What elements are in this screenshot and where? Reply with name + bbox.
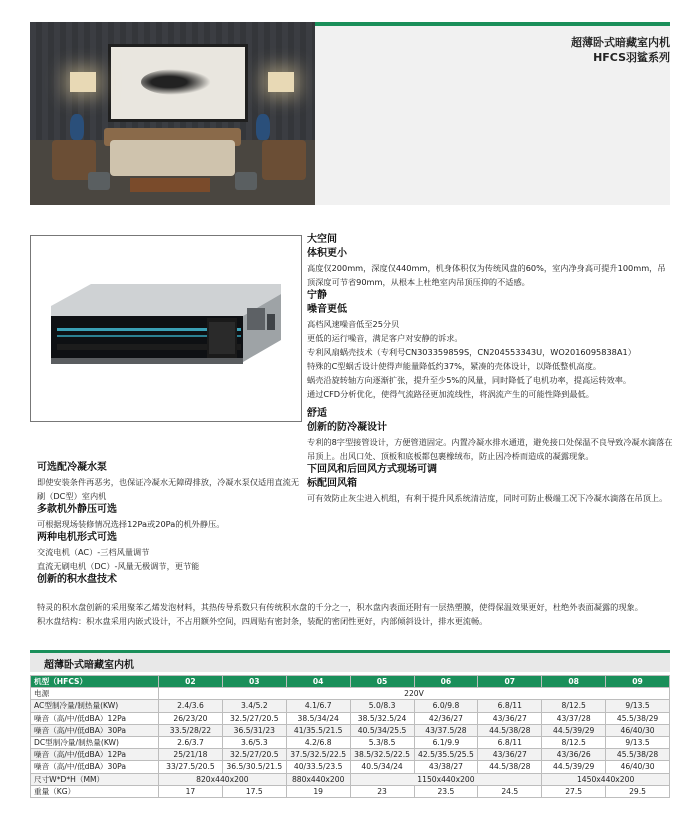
paragraph: 蜗壳沿旋转轴方向逐渐扩张，提升至少5%的风量，同时降低了电机功率，提高运转效率。 — [307, 375, 632, 385]
table-cell: 33.5/28/22 — [159, 724, 223, 736]
table-cell: 噪音（高/中/低dBA）12Pa — [31, 749, 159, 761]
table-cell: 43/36/27 — [478, 749, 542, 761]
table-cell: 29.5 — [606, 785, 670, 797]
table-cell: 3.4/5.2 — [222, 700, 286, 712]
table-cell: 4.1/6.7 — [286, 700, 350, 712]
table-row — [31, 785, 670, 797]
wall-painting — [108, 44, 248, 122]
table-cell: 45.5/38/29 — [606, 712, 670, 724]
paragraph: 即使安装条件再恶劣，也保证冷凝水无障碍排放，冷凝水泵仅适用直流无刷（DC型）室内机 — [37, 477, 300, 501]
spec-table — [30, 675, 670, 798]
table-cell: 25/21/18 — [159, 749, 223, 761]
feature-column-left — [37, 461, 305, 587]
table-cell: 23 — [350, 785, 414, 797]
subheading: 标配回风箱 — [307, 478, 357, 489]
armchair — [262, 140, 306, 180]
table-cell: AC型制冷量/制热量(KW) — [31, 700, 159, 712]
table-cell: 6.8/11 — [478, 736, 542, 748]
table-header-cell: 02 — [159, 676, 223, 688]
subheading: 噪音更低 — [307, 304, 347, 315]
paragraph: 专利风扇蜗壳技术（专利号CN303359859S，CN204553343U，WO2016095838A1） — [307, 347, 636, 357]
table-cell: 33/27.5/20.5 — [159, 761, 223, 773]
subheading: 下回风和后回风方式现场可调 — [307, 464, 437, 475]
paragraph: 高档风速噪音低至25分贝 — [307, 319, 400, 329]
table-cell: 38.5/32.5/22.5 — [350, 749, 414, 761]
table-cell: 820x440x200 — [159, 773, 287, 785]
table-row — [31, 700, 670, 712]
product-title: 超薄卧式暗藏室内机 — [571, 36, 670, 49]
table-row — [31, 688, 670, 700]
table-header-cell: 09 — [606, 676, 670, 688]
table-cell: 40/33.5/23.5 — [286, 761, 350, 773]
feature-column-right — [307, 233, 673, 505]
heading: 创新的积水盘技术 — [37, 574, 117, 585]
table-cell: 44.5/38/28 — [478, 761, 542, 773]
paragraph: 高度仅200mm，深度仅440mm，机身体积仅为传统风盘的60%，室内净身高可提升100mm，吊顶深度可节省90mm，从根本上杜绝室内吊顶压抑的不适感。 — [307, 263, 666, 287]
table-header-cell: 06 — [414, 676, 478, 688]
sofa — [110, 140, 235, 176]
heading: 两种电机形式可选 — [37, 532, 117, 543]
table-cell: 27.5 — [542, 785, 606, 797]
table-cell: 8/12.5 — [542, 700, 606, 712]
paragraph: 可有效防止灰尘进入机组，有利于提升风系统清洁度，同时可防止极端工况下冷凝水滴落在吊顶上。 — [307, 493, 668, 503]
table-cell: 1150x440x200 — [350, 773, 542, 785]
coffee-table — [130, 178, 210, 192]
table-header-cell: 04 — [286, 676, 350, 688]
heading: 舒适 — [307, 408, 327, 419]
table-cell: 17 — [159, 785, 223, 797]
table-cell: 43/38/27 — [414, 761, 478, 773]
wall-lamp — [70, 72, 96, 92]
table-cell: 220V — [159, 688, 670, 700]
table-cell: 噪音（高/中/低dBA）30Pa — [31, 724, 159, 736]
table-cell: 40.5/34/24 — [350, 761, 414, 773]
table-cell: 37.5/32.5/22.5 — [286, 749, 350, 761]
table-cell: 46/40/30 — [606, 761, 670, 773]
table-cell: 24.5 — [478, 785, 542, 797]
paragraph: 交流电机（AC）-三档风量调节 — [37, 547, 150, 557]
table-cell: 重量（KG） — [31, 785, 159, 797]
heading: 宁静 — [307, 290, 327, 301]
table-cell: 6.8/11 — [478, 700, 542, 712]
table-cell: 42/36/27 — [414, 712, 478, 724]
table-header-cell: 03 — [222, 676, 286, 688]
table-cell: 42.5/35.5/25.5 — [414, 749, 478, 761]
heading: 可选配冷凝水泵 — [37, 462, 107, 473]
table-cell: 43/36/27 — [478, 712, 542, 724]
table-cell: DC型制冷量/制热量(KW) — [31, 736, 159, 748]
table-cell: 43/37/28 — [542, 712, 606, 724]
table-cell: 23.5 — [414, 785, 478, 797]
table-cell: 32.5/27/20.5 — [222, 712, 286, 724]
table-header-cell: 07 — [478, 676, 542, 688]
vase — [70, 114, 84, 140]
table-cell: 6.0/9.8 — [414, 700, 478, 712]
subheading: 创新的防冷凝设计 — [307, 422, 387, 433]
table-cell: 电源 — [31, 688, 159, 700]
table-cell: 6.1/9.9 — [414, 736, 478, 748]
table-cell: 41/35.5/21.5 — [286, 724, 350, 736]
table-cell: 19 — [286, 785, 350, 797]
paragraph: 直流无刷电机（DC）-风量无极调节，更节能 — [37, 561, 200, 571]
table-cell: 32.5/27/20.5 — [222, 749, 286, 761]
paragraph: 特殊的C型蜗舌设计使得声能量降低约37%，紧凑的壳体设计，以降低整机高度。 — [307, 361, 602, 371]
table-header-cell: 05 — [350, 676, 414, 688]
table-cell: 2.4/3.6 — [159, 700, 223, 712]
table-cell: 4.2/6.8 — [286, 736, 350, 748]
table-row — [31, 761, 670, 773]
paragraph: 更低的运行噪音，满足客户对安静的诉求。 — [307, 333, 463, 343]
table-row — [31, 724, 670, 736]
table-cell: 26/23/20 — [159, 712, 223, 724]
product-series: HFCS羽鲨系列 — [593, 51, 670, 64]
living-room-photo — [30, 22, 315, 205]
table-cell: 5.0/8.3 — [350, 700, 414, 712]
table-cell: 1450x440x200 — [542, 773, 670, 785]
table-cell: 38.5/32.5/24 — [350, 712, 414, 724]
paragraph: 特灵的积水盘创新的采用聚苯乙烯发泡材料，其热传导系数只有传统积水盘的千分之一，积水盘内表面还附有一层热塑膜，使得保温效果更好，杜绝外表面凝露的现象。 — [37, 602, 643, 612]
subheading: 体积更小 — [307, 248, 347, 259]
vase — [256, 114, 270, 140]
table-cell: 8/12.5 — [542, 736, 606, 748]
table-cell: 9/13.5 — [606, 736, 670, 748]
paragraph: 专利的8字型接管设计，方便管道固定。内置冷凝水排水通道，避免接口处保温不良导致冷凝水滴落在吊顶上。出风口处、顶板和底板都包裹橡绒布，防止因冷桥而造成的凝露现象。 — [307, 437, 673, 461]
table-header-row — [31, 676, 670, 688]
table-cell: 3.6/5.3 — [222, 736, 286, 748]
paragraph: 可根据现场装修情况选择12Pa或20Pa的机外静压。 — [37, 519, 225, 529]
table-row — [31, 749, 670, 761]
table-cell: 2.6/3.7 — [159, 736, 223, 748]
paragraph: 通过CFD分析优化，使得气流路径更加流线性，将涡流产生的可能性降到最低。 — [307, 389, 594, 399]
drain-pan-description — [37, 600, 673, 628]
table-cell: 噪音（高/中/低dBA）12Pa — [31, 712, 159, 724]
table-cell: 880x440x200 — [286, 773, 350, 785]
heading: 多款机外静压可选 — [37, 504, 117, 515]
table-cell: 44.5/39/29 — [542, 724, 606, 736]
wall-lamp — [268, 72, 294, 92]
table-row — [31, 712, 670, 724]
table-cell: 43/36/26 — [542, 749, 606, 761]
table-cell: 36.5/30.5/21.5 — [222, 761, 286, 773]
table-cell: 46/40/30 — [606, 724, 670, 736]
table-cell: 38.5/34/24 — [286, 712, 350, 724]
paragraph: 积水盘结构：积水盘采用内嵌式设计，不占用额外空间，四周贴有密封条，装配的密闭性更好，内部倾斜设计，排水更流畅。 — [37, 616, 488, 626]
table-cell: 尺寸W*D*H（MM） — [31, 773, 159, 785]
table-row — [31, 736, 670, 748]
spec-title: 超薄卧式暗藏室内机 — [44, 660, 134, 671]
table-cell: 43/37.5/28 — [414, 724, 478, 736]
ducted-indoor-unit-photo — [30, 235, 302, 422]
table-cell: 17.5 — [222, 785, 286, 797]
table-cell: 45.5/38/28 — [606, 749, 670, 761]
table-cell: 噪音（高/中/低dBA）30Pa — [31, 761, 159, 773]
table-cell: 40.5/34/25.5 — [350, 724, 414, 736]
table-row — [31, 773, 670, 785]
table-header-cell: 08 — [542, 676, 606, 688]
table-cell: 44.5/38/28 — [478, 724, 542, 736]
heading: 大空间 — [307, 234, 337, 245]
table-cell: 36.5/31/23 — [222, 724, 286, 736]
table-cell: 5.3/8.5 — [350, 736, 414, 748]
table-cell: 44.5/39/29 — [542, 761, 606, 773]
table-header-cell: 机型（HFCS） — [31, 676, 159, 688]
table-cell: 9/13.5 — [606, 700, 670, 712]
